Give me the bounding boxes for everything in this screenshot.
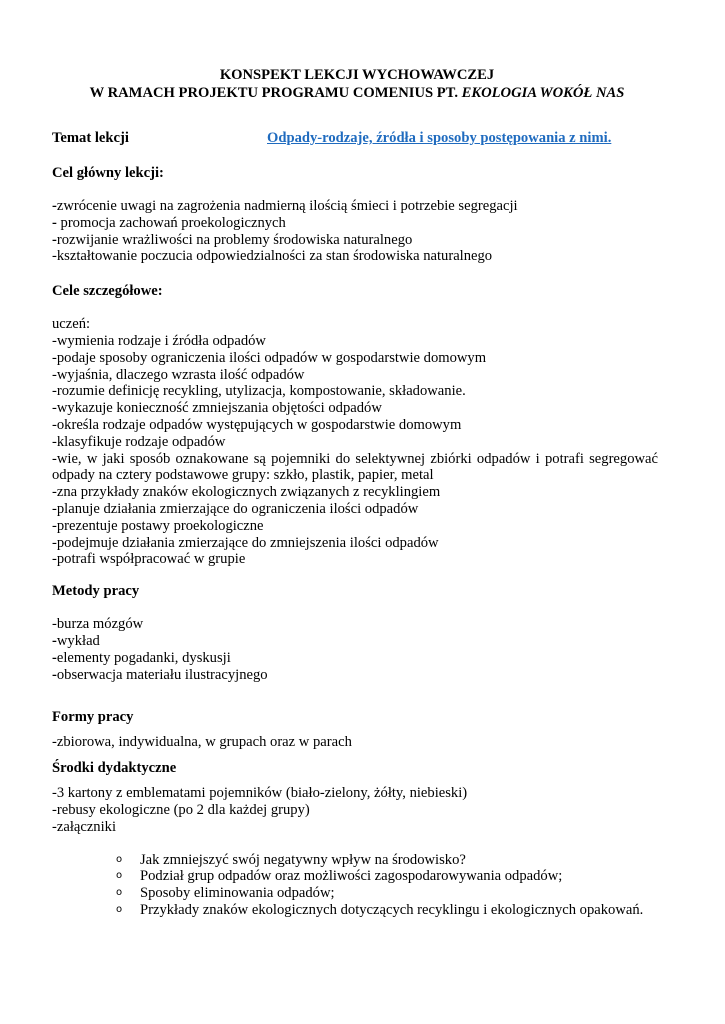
forms-heading: Formy pracy xyxy=(52,709,134,726)
bullet-icon: o xyxy=(116,853,123,865)
list-item: -podejmuje działania zmierzające do zmniejszenia ilości odpadów xyxy=(52,534,439,551)
list-intro: uczeń: xyxy=(52,316,91,333)
methods-heading: Metody pracy xyxy=(52,583,140,600)
title-line-1: KONSPEKT LEKCJI WYCHOWAWCZEJ xyxy=(219,67,495,83)
main-goal-heading: Cel główny lekcji: xyxy=(52,165,164,181)
main-goal-list xyxy=(52,198,662,265)
list-item: -burza mózgów xyxy=(52,616,144,633)
topic-row xyxy=(52,130,662,150)
list-item: -kształtowanie poczucia odpowiedzialności za stan środowiska naturalnego xyxy=(52,248,493,265)
list-item: -zwrócenie uwagi na zagrożenia nadmierną ilością śmieci i potrzebie segregacji xyxy=(52,198,518,214)
list-item: -rozwijanie wrażliwości na problemy środowiska naturalnego xyxy=(52,231,413,248)
list-item: -elementy pogadanki, dyskusji xyxy=(52,649,231,666)
bullet-icon: o xyxy=(116,903,123,915)
list-item: -klasyfikuje rodzaje odpadów xyxy=(52,433,226,450)
list-item: -wymienia rodzaje i źródła odpadów xyxy=(52,332,266,349)
list-item: -rozumie definicję recykling, utylizacja, kompostowanie, składowanie. xyxy=(52,383,466,400)
document-title xyxy=(52,66,662,102)
project-name: EKOLOGIA WOKÓŁ NAS xyxy=(461,85,625,101)
materials-heading: Środki dydaktyczne xyxy=(52,760,177,777)
topic-label: Temat lekcji xyxy=(52,130,129,146)
methods-list xyxy=(52,616,662,683)
list-item: -rebusy ekologiczne (po 2 dla każdej grupy) xyxy=(52,801,310,818)
attachment-item: o Jak zmniejszyć swój negatywny wpływ na środowisko? xyxy=(116,851,466,868)
list-item: -wyjaśnia, dlaczego wzrasta ilość odpadów xyxy=(52,366,305,383)
list-item: -3 kartony z emblematami pojemników (biało-zielony, żółty, niebieski) xyxy=(52,785,468,802)
document-page xyxy=(52,66,662,919)
list-item: -zna przykłady znaków ekologicznych związanych z recyklingiem xyxy=(52,484,441,501)
title-line-2 xyxy=(52,84,662,102)
list-item: -potrafi współpracować w grupie xyxy=(52,551,246,568)
title-line-2-prefix: W RAMACH PROJEKTU PROGRAMU COMENIUS PT. xyxy=(89,85,458,101)
attachments-list xyxy=(116,852,662,919)
topic-link[interactable]: Odpady-rodzaje, źródła i sposoby postępowania z nimi. xyxy=(267,130,612,146)
list-item: -obserwacja materiału ilustracyjnego xyxy=(52,666,268,683)
list-item: - promocja zachowań proekologicznych xyxy=(52,214,286,231)
list-item: -prezentuje postawy proekologiczne xyxy=(52,517,264,534)
detailed-goals-list xyxy=(52,316,662,568)
list-item: -wykład xyxy=(52,632,100,649)
forms-text: -zbiorowa, indywidualna, w grupach oraz w parach xyxy=(52,734,352,751)
bullet-icon: o xyxy=(116,887,123,899)
bullet-icon: o xyxy=(116,870,123,882)
list-item: -załączniki xyxy=(52,818,117,835)
list-item: -podaje sposoby ograniczenia ilości odpadów w gospodarstwie domowym xyxy=(52,349,487,366)
attachment-item: o Sposoby eliminowania odpadów; xyxy=(116,885,335,902)
materials-list xyxy=(52,785,662,835)
list-item: -planuje działania zmierzające do ograniczenia ilości odpadów xyxy=(52,500,419,517)
list-item: -określa rodzaje odpadów występujących w gospodarstwie domowym xyxy=(52,416,462,433)
attachment-item: o Podział grup odpadów oraz możliwości zagospodarowywania odpadów; xyxy=(116,868,563,885)
list-item: -wykazuje konieczność zmniejszania objętości odpadów xyxy=(52,400,382,417)
list-item: -wie, w jaki sposób oznakowane są pojemniki do selektywnej zbiórki odpadów i potrafi segregować odpady na cztery podstawowe grupy: szkło, plastik, papier, metal xyxy=(52,450,658,484)
detailed-goals-heading: Cele szczegółowe: xyxy=(52,283,163,300)
attachment-item: o Przykłady znaków ekologicznych dotyczących recyklingu i ekologicznych opakowań. xyxy=(116,901,644,918)
